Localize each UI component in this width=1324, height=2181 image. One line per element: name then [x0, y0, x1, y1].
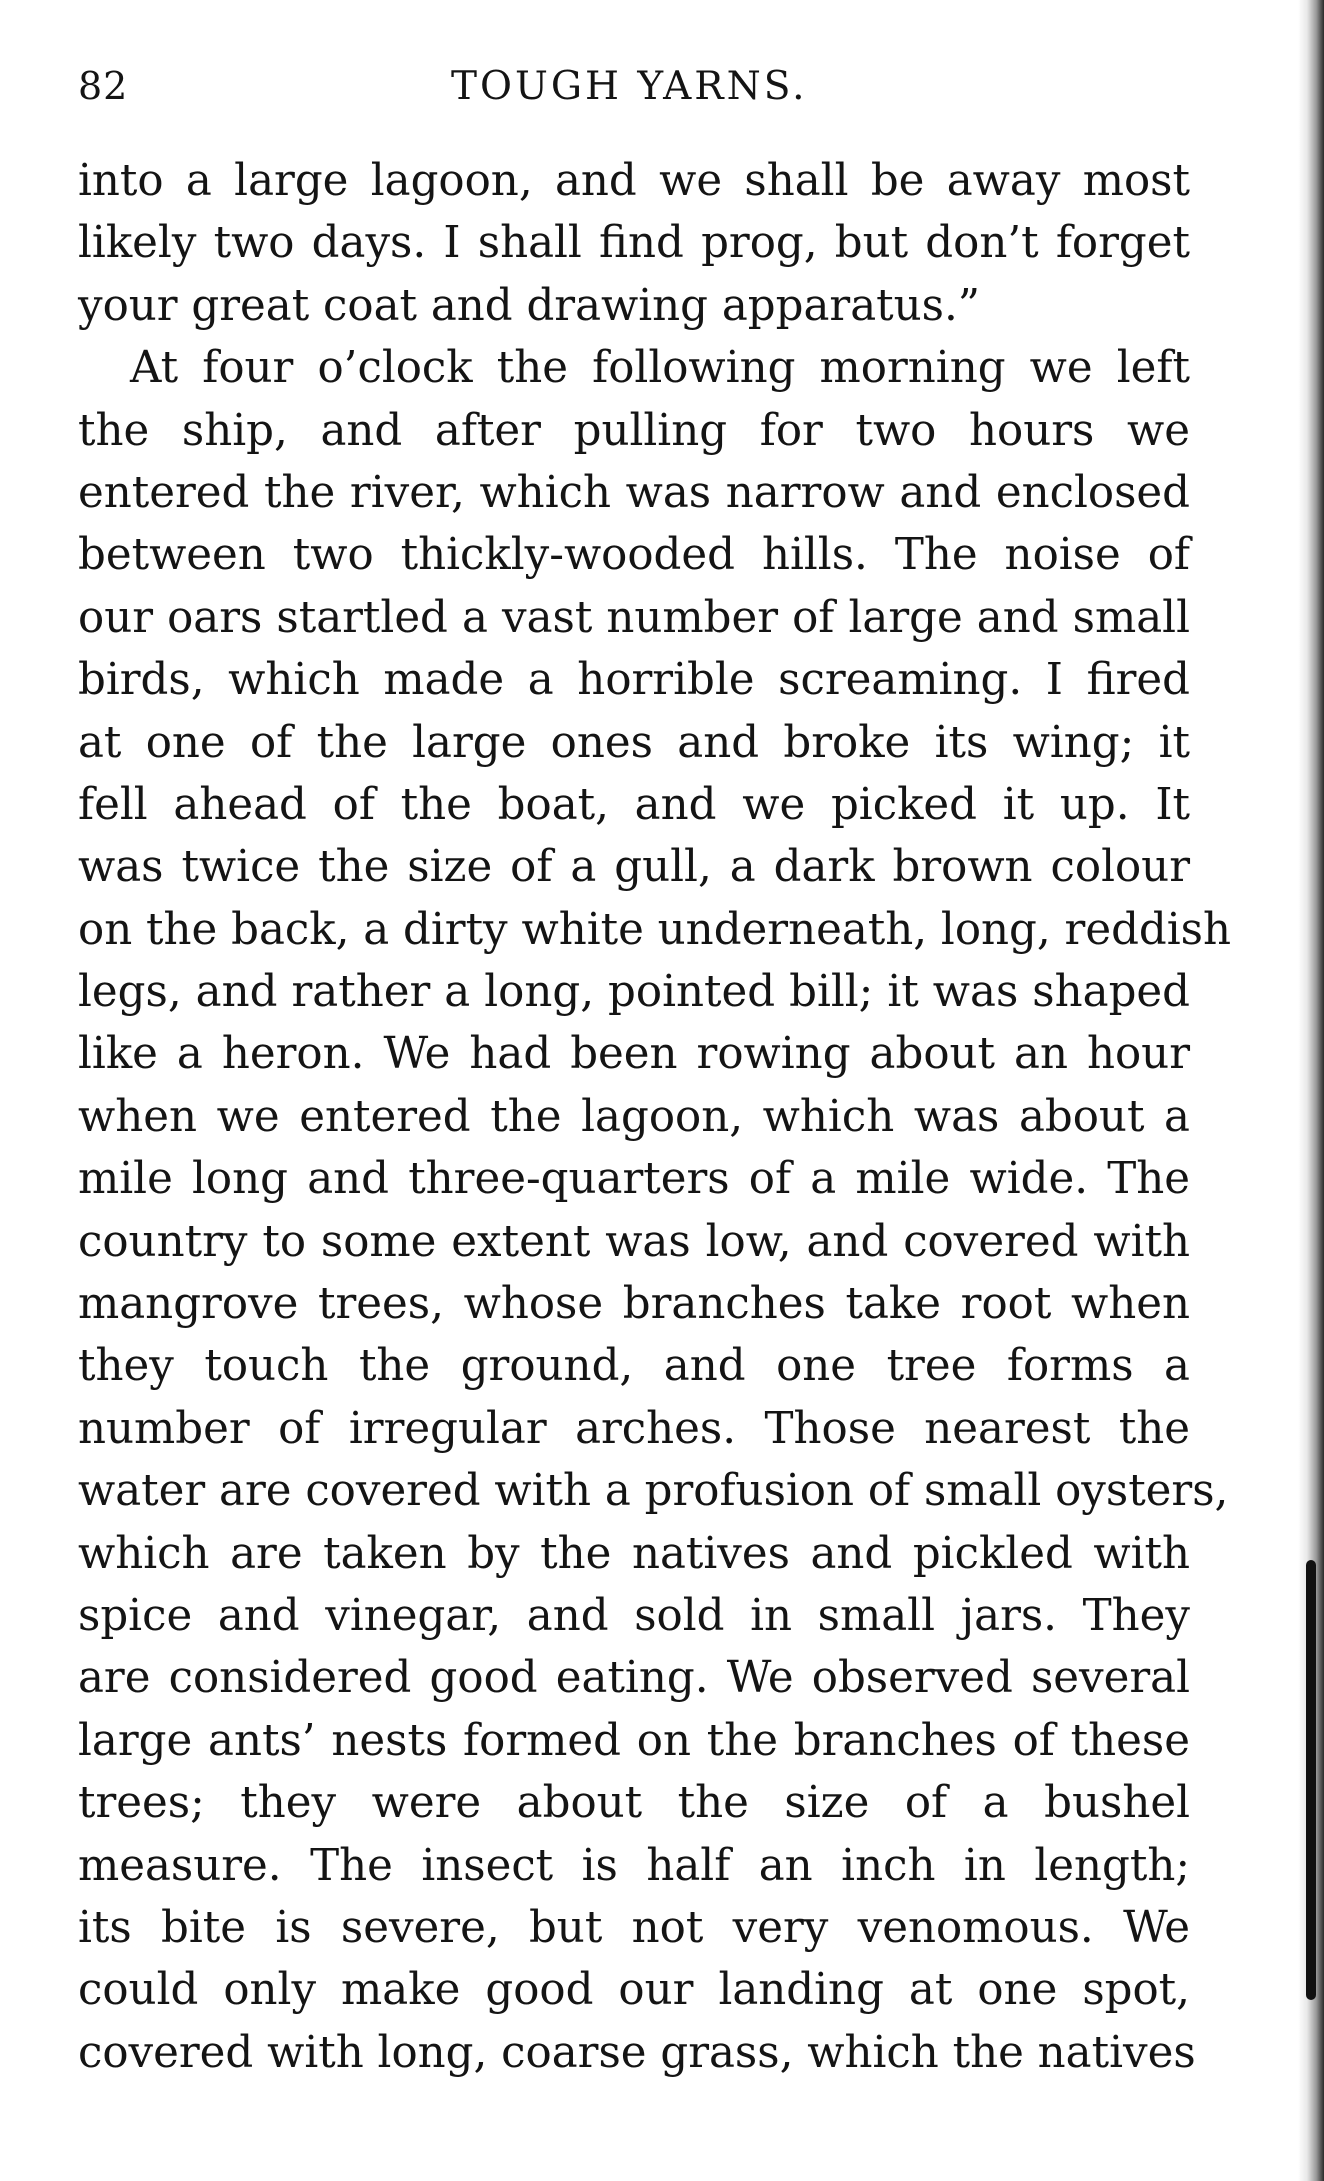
text-line: was twice the size of a gull, a dark brown colour: [78, 842, 1190, 893]
text-line: number of irregular arches. Those nearest the: [78, 1403, 1190, 1454]
text-line: legs, and rather a long, pointed bill; it was shaped: [78, 967, 1190, 1018]
text-line: spice and vinegar, and sold in small jars. They: [78, 1590, 1190, 1641]
text-line: likely two days. I shall find prog, but don’t forget: [78, 218, 1190, 269]
text-line: your great coat and drawing apparatus.”: [78, 280, 981, 331]
text-line: large ants’ nests formed on the branches of these: [78, 1715, 1190, 1766]
text-line: which are taken by the natives and pickled with: [78, 1528, 1190, 1579]
text-line: country to some extent was low, and covered with: [78, 1216, 1190, 1267]
text-line: measure. The insect is half an inch in length;: [78, 1840, 1190, 1891]
text-line: mangrove trees, whose branches take root when: [78, 1279, 1190, 1330]
running-title: TOUGH YARNS.: [451, 64, 808, 109]
text-line: entered the river, which was narrow and enclosed: [78, 467, 1190, 518]
text-line: water are covered with a profusion of small oysters,: [78, 1466, 1229, 1517]
text-line: are considered good eating. We observed several: [78, 1653, 1190, 1704]
text-line: fell ahead of the boat, and we picked it up. It: [78, 779, 1190, 830]
page-header: [78, 58, 1188, 118]
text-line: mile long and three-quarters of a mile wide. The: [78, 1154, 1190, 1205]
text-line: when we entered the lagoon, which was about a: [78, 1091, 1190, 1142]
text-line: its bite is severe, but not very venomous. We: [78, 1902, 1190, 1953]
text-line: like a heron. We had been rowing about an hour: [78, 1029, 1190, 1080]
text-line: trees; they were about the size of a bushel: [78, 1778, 1190, 1829]
text-line: At four o’clock the following morning we left: [130, 343, 1190, 394]
text-line: into a large lagoon, and we shall be away most: [78, 156, 1190, 206]
text-line: covered with long, coarse grass, which the natives: [78, 2027, 1196, 2078]
text-line: they touch the ground, and one tree forms a: [78, 1341, 1190, 1392]
text-line: birds, which made a horrible screaming. I fired: [78, 655, 1190, 706]
text-line: at one of the large ones and broke its wing; it: [78, 717, 1190, 768]
text-line: our oars startled a vast number of large and small: [78, 592, 1190, 643]
binding-shadow: [1306, 1560, 1316, 2000]
text-line: on the back, a dirty white underneath, long, reddish: [78, 904, 1232, 955]
text-line: could only make good our landing at one spot,: [78, 1965, 1190, 2016]
page-number: 82: [78, 64, 129, 108]
text-line: between two thickly-wooded hills. The noise of: [78, 530, 1190, 581]
body-text: [78, 150, 1232, 2084]
text-line: the ship, and after pulling for two hours we: [78, 405, 1190, 456]
